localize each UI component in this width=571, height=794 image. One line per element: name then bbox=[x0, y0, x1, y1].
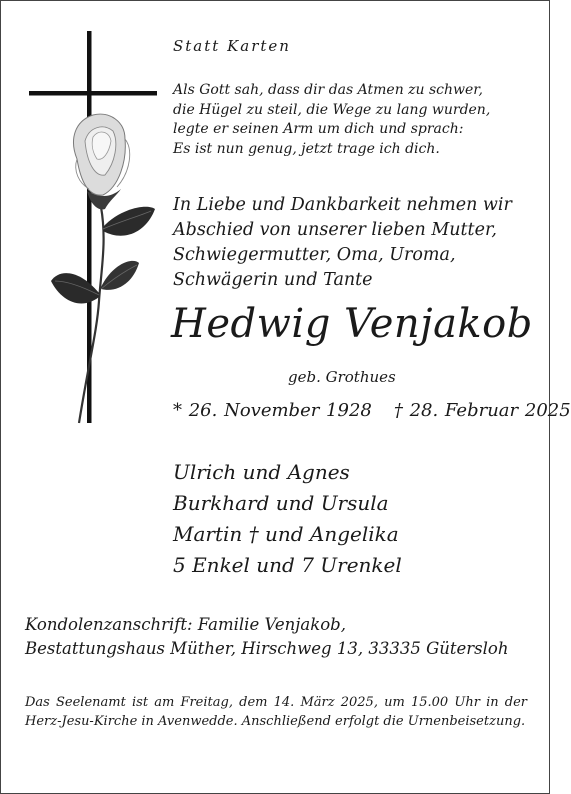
condolence-line: Bestattungshaus Müther, Hirschweg 13, 33335 Gütersloh bbox=[25, 639, 509, 658]
condolence-address bbox=[25, 613, 508, 661]
family-member: 5 Enkel und 7 Urenkel bbox=[173, 553, 402, 577]
life-dates bbox=[173, 400, 571, 421]
condolence-line: Kondolenzanschrift: Familie Venjakob, bbox=[25, 615, 346, 634]
statt-karten-heading: Statt Karten bbox=[173, 37, 291, 55]
intro-line: In Liebe und Dankbarkeit nehmen wir bbox=[173, 195, 512, 215]
intro-line: Abschied von unserer lieben Mutter, bbox=[173, 220, 497, 240]
intro-line: Schwiegermutter, Oma, Uroma, bbox=[173, 245, 456, 265]
family-list bbox=[173, 457, 402, 581]
poem-line: legte er seinen Arm um dich und sprach: bbox=[173, 121, 464, 137]
family-member: Burkhard und Ursula bbox=[173, 491, 389, 515]
poem-line: die Hügel zu steil, die Wege zu lang wurden, bbox=[173, 101, 491, 118]
birth-name: geb. Grothues bbox=[288, 368, 396, 386]
rose-icon bbox=[51, 114, 155, 423]
intro-line: Schwägerin und Tante bbox=[173, 270, 373, 290]
deceased-name: Hedwig Venjakob bbox=[171, 301, 533, 347]
poem bbox=[173, 81, 490, 159]
cross-with-rose-illustration bbox=[29, 31, 159, 431]
service-information: Das Seelenamt ist am Freitag, dem 14. März 2025, um 15.00 Uhr in der Herz-Jesu-Kirche in Avenwedde. Anschließend erfolgt die Urnenbeisetzung. bbox=[25, 695, 527, 729]
poem-line: Als Gott sah, dass dir das Atmen zu schwer, bbox=[173, 82, 483, 98]
family-member: Martin † und Angelika bbox=[173, 522, 399, 546]
family-member: Ulrich und Agnes bbox=[173, 460, 350, 484]
farewell-intro bbox=[173, 193, 512, 293]
birth-date: * 26. November 1928 bbox=[173, 400, 372, 421]
death-date: † 28. Februar 2025 bbox=[393, 400, 571, 421]
poem-line: Es ist nun genug, jetzt trage ich dich. bbox=[173, 140, 440, 157]
